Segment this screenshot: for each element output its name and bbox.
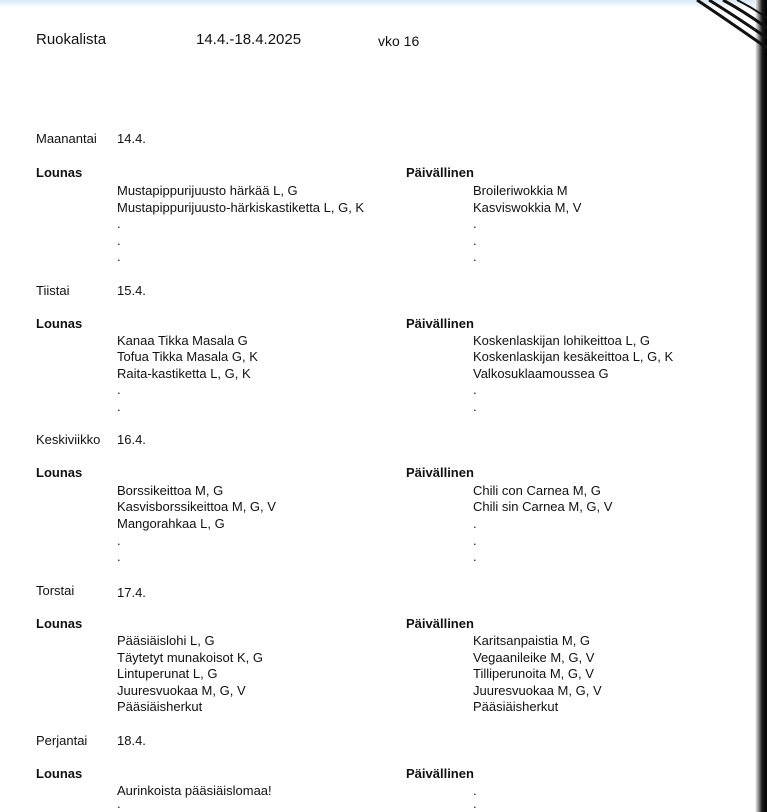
dinner-item: Chili sin Carnea M, G, V bbox=[473, 499, 613, 514]
lunch-item: Mustapippurijuusto-härkiskastiketta L, G, K bbox=[117, 200, 365, 215]
dinner-label: Päivällinen bbox=[406, 165, 474, 180]
lunch-item: Aurinkoista pääsiäislomaa! bbox=[117, 783, 272, 798]
lunch-item: . bbox=[117, 382, 121, 397]
dinner-label: Päivällinen bbox=[406, 316, 474, 331]
dinner-item: Kasviswokkia M, V bbox=[473, 200, 582, 215]
dinner-item: . bbox=[473, 549, 477, 564]
dinner-item: Koskenlaskijan kesäkeittoa L, G, K bbox=[473, 349, 674, 364]
dinner-item: Vegaanileike M, G, V bbox=[473, 650, 595, 665]
dinner-label: Päivällinen bbox=[406, 465, 474, 480]
lunch-label: Lounas bbox=[36, 616, 83, 631]
lunch-item: Tofua Tikka Masala G, K bbox=[117, 349, 258, 364]
lunch-item: Juuresvuokaa M, G, V bbox=[117, 683, 246, 698]
lunch-label: Lounas bbox=[36, 766, 83, 781]
lunch-item: Mangorahkaa L, G bbox=[117, 516, 225, 531]
dinner-item: Valkosuklaamoussea G bbox=[473, 366, 609, 381]
dinner-label: Päivällinen bbox=[406, 766, 474, 781]
lunch-item: . bbox=[117, 549, 121, 564]
dinner-item: . bbox=[473, 233, 477, 248]
lunch-item: Raita-kastiketta L, G, K bbox=[117, 366, 251, 381]
day-date: 16.4. bbox=[117, 432, 146, 447]
dinner-item: . bbox=[473, 382, 477, 397]
lunch-item: . bbox=[117, 233, 121, 248]
day-date: 18.4. bbox=[117, 733, 146, 748]
menu-date-range: 14.4.-18.4.2025 bbox=[196, 31, 302, 48]
lunch-item: Pääsiäislohi L, G bbox=[117, 633, 215, 648]
lunch-item: Kasvisborssikeittoa M, G, V bbox=[117, 499, 276, 514]
lunch-item: . bbox=[117, 796, 121, 811]
day-date: 15.4. bbox=[117, 283, 146, 298]
day-name: Torstai bbox=[36, 583, 75, 598]
lunch-item: . bbox=[117, 533, 121, 548]
lunch-label: Lounas bbox=[36, 465, 83, 480]
dinner-item: Tilliperunoita M, G, V bbox=[473, 666, 594, 681]
menu-title: Ruokalista bbox=[36, 31, 107, 48]
dinner-item: . bbox=[473, 516, 477, 531]
dinner-item: . bbox=[473, 796, 477, 811]
dinner-label: Päivällinen bbox=[406, 616, 474, 631]
week-number: vko 16 bbox=[378, 33, 420, 49]
lunch-item: Kanaa Tikka Masala G bbox=[117, 333, 248, 348]
lunch-label: Lounas bbox=[36, 165, 83, 180]
dinner-item: . bbox=[473, 533, 477, 548]
dinner-item: Karitsanpaistia M, G bbox=[473, 633, 591, 648]
lunch-item: Täytetyt munakoisot K, G bbox=[117, 650, 263, 665]
day-date: 17.4. bbox=[117, 585, 146, 600]
day-name: Maanantai bbox=[36, 131, 97, 146]
lunch-item: Borssikeittoa M, G bbox=[117, 483, 224, 498]
dinner-item: Juuresvuokaa M, G, V bbox=[473, 683, 602, 698]
dinner-item: Chili con Carnea M, G bbox=[473, 483, 601, 498]
dinner-item: . bbox=[473, 399, 477, 414]
day-date: 14.4. bbox=[117, 131, 146, 146]
dinner-item: . bbox=[473, 216, 477, 231]
lunch-item: Lintuperunat L, G bbox=[117, 666, 218, 681]
page-edge-shadow bbox=[755, 0, 767, 812]
dinner-item: . bbox=[473, 783, 477, 798]
dinner-item: Pääsiäisherkut bbox=[473, 699, 559, 714]
lunch-item: Pääsiäisherkut bbox=[117, 699, 203, 714]
lunch-item: . bbox=[117, 249, 121, 264]
dinner-item: Broileriwokkia M bbox=[473, 183, 568, 198]
lunch-item: . bbox=[117, 216, 121, 231]
dinner-item: Koskenlaskijan lohikeittoa L, G bbox=[473, 333, 651, 348]
lunch-item: . bbox=[117, 399, 121, 414]
dinner-item: . bbox=[473, 249, 477, 264]
day-name: Tiistai bbox=[36, 283, 70, 298]
day-name: Keskiviikko bbox=[36, 432, 101, 447]
lunch-item: Mustapippurijuusto härkää L, G bbox=[117, 183, 298, 198]
lunch-label: Lounas bbox=[36, 316, 83, 331]
day-name: Perjantai bbox=[36, 733, 88, 748]
